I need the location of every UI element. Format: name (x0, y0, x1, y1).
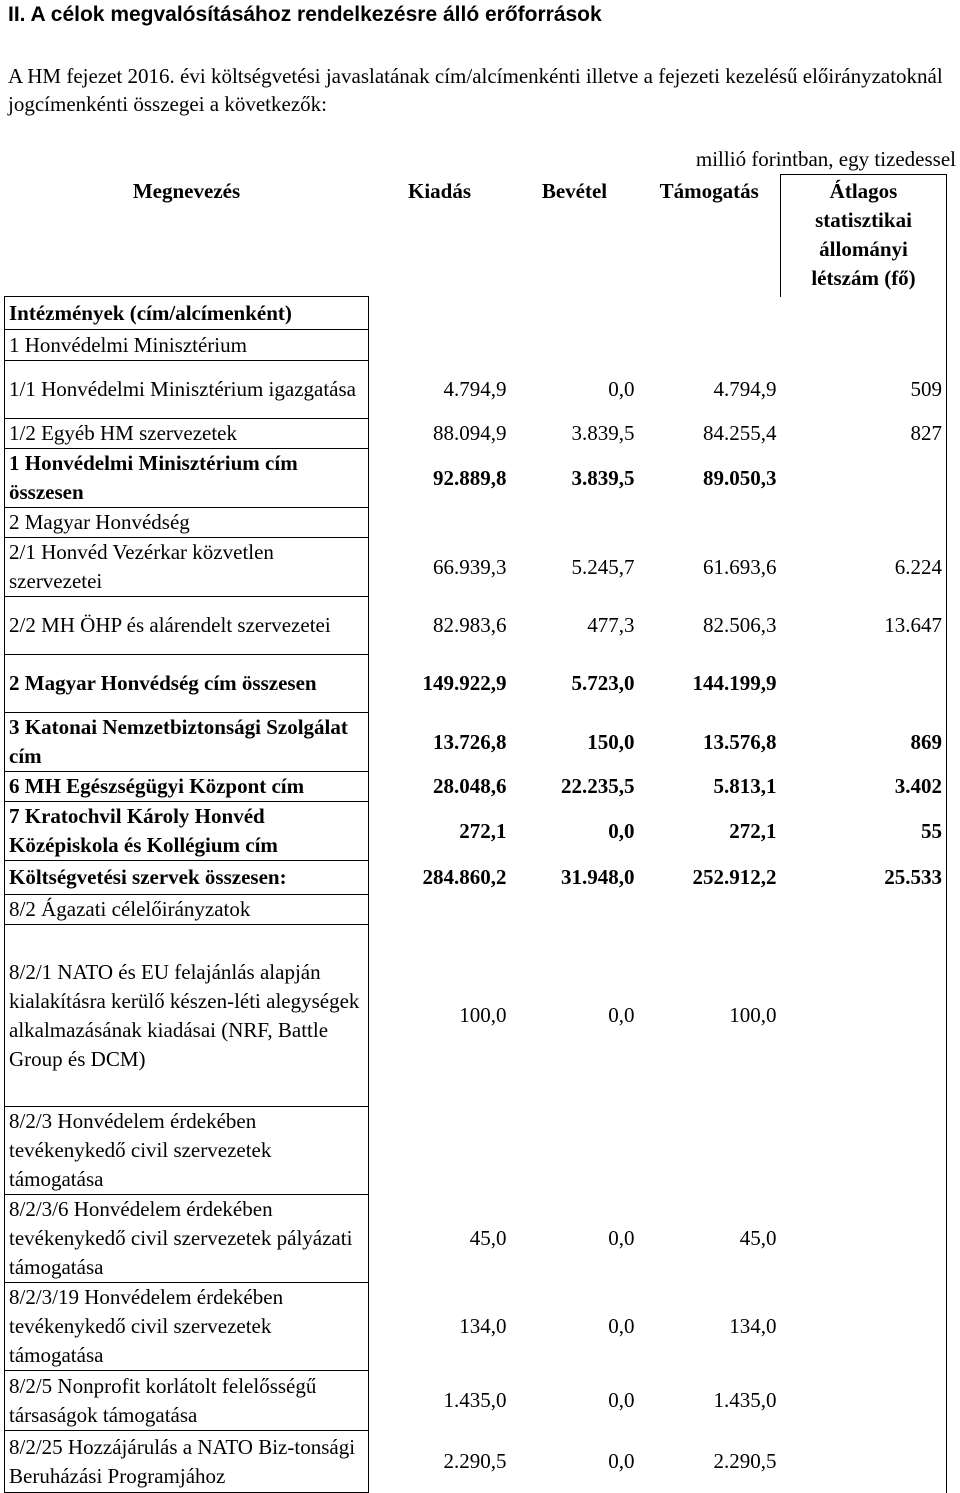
cell-letszam (781, 449, 947, 508)
cell-kiadas: 1.435,0 (443, 1388, 507, 1412)
cell-tamogatas (639, 895, 781, 925)
cell-bevetel: 0,0 (608, 1388, 635, 1412)
table-row (5, 361, 947, 419)
cell-tamogatas: 144.199,9 (692, 671, 777, 695)
cell-tamogatas: 100,0 (729, 1003, 777, 1027)
cell-tamogatas: 84.255,4 (703, 421, 777, 445)
cell-bevetel: 0,0 (608, 1449, 635, 1473)
cell-kiadas: 66.939,3 (433, 554, 507, 579)
cell-bevetel: 5.723,0 (571, 671, 635, 695)
cell-kiadas: 92.889,8 (433, 465, 507, 490)
cell-name: 8/2/1 NATO és EU felajánlás alapján kialakításra kerülő készen-léti alegységek alkalmazásának kiadásai (NRF, Battle Group és DCM) (5, 925, 369, 1107)
cell-tamogatas (639, 508, 781, 538)
table-row (5, 1431, 947, 1493)
cell-kiadas: 100,0 (459, 1003, 507, 1027)
cell-tamogatas: 2.290,5 (713, 1449, 777, 1473)
cell-tamogatas: 4.794,9 (713, 377, 777, 401)
table-row (5, 1283, 947, 1371)
cell-tamogatas: 252.912,2 (692, 865, 777, 889)
table-row (5, 655, 947, 713)
table-row (5, 895, 947, 925)
table-row (5, 925, 947, 1107)
cell-bevetel: 22.235,5 (561, 774, 635, 798)
cell-name: 2/2 MH ÖHP és alárendelt szervezetei (5, 597, 369, 655)
cell-tamogatas: 1.435,0 (713, 1388, 777, 1412)
cell-tamogatas: 13.576,8 (703, 729, 777, 754)
table-row (5, 297, 947, 330)
cell-letszam: 13.647 (781, 597, 947, 655)
cell-name: 1 Honvédelmi Minisztérium cím összesen (5, 449, 369, 508)
table-row (5, 419, 947, 449)
cell-bevetel (511, 330, 639, 361)
cell-bevetel: 0,0 (608, 818, 635, 843)
cell-name: 8/2/3/6 Honvédelem érdekében tevékenykedő civil szervezetek pályázati támogatása (5, 1195, 369, 1283)
cell-letszam (781, 1283, 947, 1371)
cell-kiadas: 149.922,9 (422, 671, 507, 695)
table-row (5, 538, 947, 597)
header-letszam: Átlagos statisztikai állományi létszám (fő) (781, 175, 947, 297)
cell-tamogatas: 134,0 (729, 1314, 777, 1338)
table-row (5, 802, 947, 861)
header-row (5, 175, 947, 297)
table-row (5, 1371, 947, 1431)
cell-bevetel: 3.839,5 (571, 465, 635, 490)
cell-tamogatas: 45,0 (739, 1226, 777, 1250)
cell-bevetel: 5.245,7 (571, 554, 635, 579)
cell-letszam: 6.224 (781, 538, 947, 597)
cell-letszam: 869 (781, 713, 947, 772)
cell-name: 8/2/3 Honvédelem érdekében tevékenykedő civil szervezetek támogatása (5, 1107, 369, 1195)
cell-bevetel: 0,0 (608, 1226, 635, 1250)
cell-kiadas: 88.094,9 (433, 421, 507, 445)
cell-letszam: 55 (781, 802, 947, 861)
cell-kiadas: 134,0 (459, 1314, 507, 1338)
budget-table (4, 174, 947, 1493)
cell-bevetel: 477,3 (587, 613, 635, 637)
cell-bevetel: 3.839,5 (571, 421, 635, 445)
cell-letszam (781, 925, 947, 1107)
cell-kiadas: 4.794,9 (443, 377, 507, 401)
cell-kiadas (369, 895, 511, 925)
cell-kiadas: 28.048,6 (433, 774, 507, 798)
cell-bevetel: 0,0 (608, 377, 635, 401)
cell-kiadas: 82.983,6 (433, 613, 507, 637)
cell-bevetel (511, 508, 639, 538)
cell-name: 6 MH Egészségügyi Központ cím (5, 772, 369, 802)
cell-name: 8/2/25 Hozzájárulás a NATO Biz-tonsági Beruházási Programjához (5, 1431, 369, 1493)
table-row (5, 508, 947, 538)
cell-letszam: 25.533 (781, 861, 947, 895)
cell-bevetel (511, 1107, 639, 1195)
header-bevetel: Bevétel (541, 178, 608, 203)
cell-name: 1/2 Egyéb HM szervezetek (5, 419, 369, 449)
cell-kiadas (369, 508, 511, 538)
header-tamogatas: Támogatás (659, 178, 759, 203)
table-row (5, 330, 947, 361)
cell-letszam (781, 508, 947, 538)
unit-note: millió forintban, egy tizedessel (695, 147, 956, 171)
cell-letszam: 3.402 (781, 772, 947, 802)
cell-tamogatas: 272,1 (729, 818, 777, 843)
cell-letszam (781, 1371, 947, 1431)
cell-name: 1/1 Honvédelmi Minisztérium igazgatása (5, 361, 369, 419)
cell-name: 2 Magyar Honvédség (5, 508, 369, 538)
cell-name: 1 Honvédelmi Minisztérium (5, 330, 369, 361)
header-kiadas: Kiadás (407, 178, 472, 203)
cell-bevetel: 0,0 (608, 1003, 635, 1027)
cell-tamogatas (639, 330, 781, 361)
cell-letszam (781, 1431, 947, 1493)
cell-letszam (781, 655, 947, 713)
cell-bevetel: 0,0 (608, 1314, 635, 1338)
cell-name: 8/2/5 Nonprofit korlátolt felelősségű társaságok támogatása (5, 1371, 369, 1431)
table-row (5, 861, 947, 895)
cell-bevetel: 150,0 (587, 729, 635, 754)
cell-letszam (781, 1195, 947, 1283)
cell-letszam (781, 297, 947, 330)
cell-kiadas: 272,1 (459, 818, 507, 843)
cell-name: 2/1 Honvéd Vezérkar közvetlen szervezetei (5, 538, 369, 597)
cell-name: 8/2 Ágazati célelőirányzatok (5, 895, 369, 925)
cell-letszam: 509 (781, 361, 947, 419)
cell-kiadas (369, 330, 511, 361)
section-heading: II. A célok megvalósításához rendelkezésre álló erőforrások (8, 3, 602, 26)
cell-kiadas: 45,0 (469, 1226, 507, 1250)
cell-letszam (781, 330, 947, 361)
table-row (5, 713, 947, 772)
cell-bevetel (511, 895, 639, 925)
cell-name: Költségvetési szervek összesen: (5, 861, 369, 895)
header-name: Megnevezés (132, 178, 241, 203)
cell-tamogatas: 5.813,1 (713, 774, 777, 798)
cell-name: 2 Magyar Honvédség cím összesen (5, 655, 369, 713)
cell-kiadas: 13.726,8 (433, 729, 507, 754)
cell-bevetel (511, 297, 639, 330)
cell-tamogatas: 89.050,3 (703, 465, 777, 490)
cell-kiadas (369, 297, 511, 330)
table-row (5, 772, 947, 802)
cell-tamogatas (639, 297, 781, 330)
table-row (5, 449, 947, 508)
cell-bevetel: 31.948,0 (561, 865, 635, 889)
cell-name: Intézmények (cím/alcímenként) (5, 297, 369, 330)
cell-tamogatas: 61.693,6 (703, 554, 777, 579)
table-row (5, 597, 947, 655)
cell-tamogatas: 82.506,3 (703, 613, 777, 637)
table-row (5, 1107, 947, 1195)
cell-kiadas: 284.860,2 (422, 865, 507, 889)
cell-kiadas (369, 1107, 511, 1195)
cell-tamogatas (639, 1107, 781, 1195)
cell-letszam (781, 895, 947, 925)
cell-name: 7 Kratochvil Károly Honvéd Középiskola és Kollégium cím (5, 802, 369, 861)
cell-name: 8/2/3/19 Honvédelem érdekében tevékenykedő civil szervezetek támogatása (5, 1283, 369, 1371)
cell-name: 3 Katonai Nemzetbiztonsági Szolgálat cím (5, 713, 369, 772)
table-row (5, 1195, 947, 1283)
intro-paragraph: A HM fejezet 2016. évi költségvetési javaslatának cím/alcímenkénti illetve a fejezeti kezelésű előirányzatoknál jogcímenkénti összegei a következők: (8, 64, 943, 116)
cell-letszam (781, 1107, 947, 1195)
cell-letszam: 827 (781, 419, 947, 449)
cell-kiadas: 2.290,5 (443, 1449, 507, 1473)
